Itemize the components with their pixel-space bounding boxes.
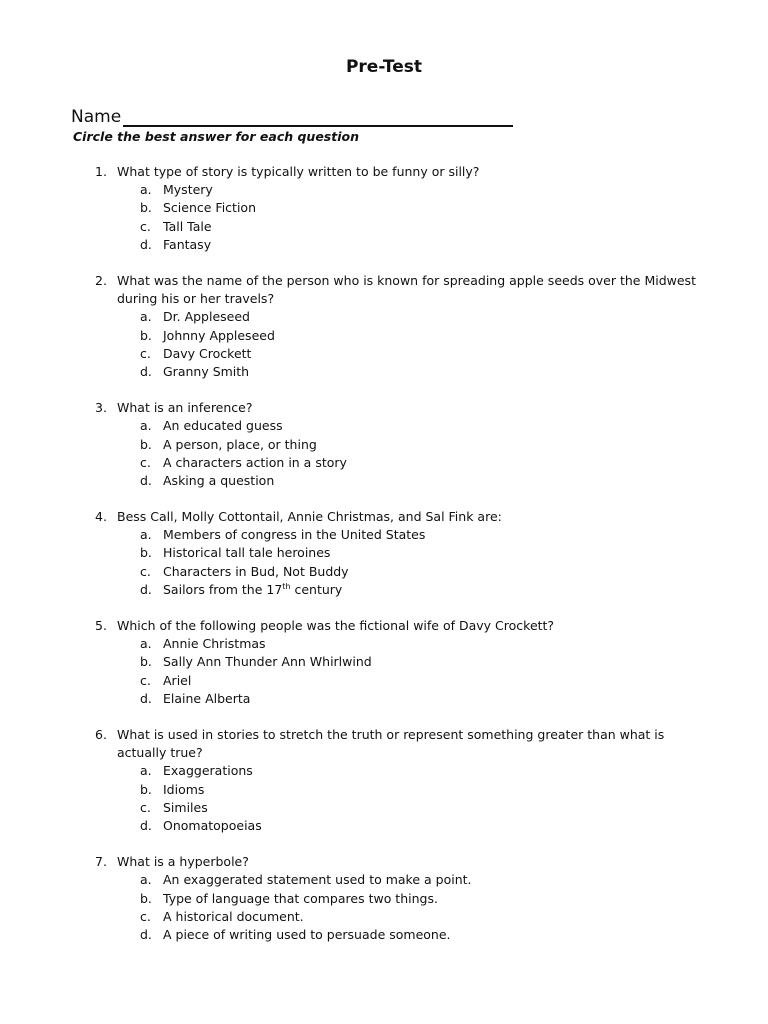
answer-option[interactable] [0, 672, 768, 690]
answer-option[interactable] [0, 218, 768, 236]
option-letter: a. [140, 182, 152, 198]
option-text-main: Historical tall tale heroines [163, 545, 331, 561]
option-text [163, 690, 250, 708]
option-text [163, 417, 283, 435]
option-text [163, 672, 191, 690]
question-number: 3. [95, 400, 107, 416]
answer-option[interactable] [0, 817, 768, 835]
option-text-after: century [290, 581, 343, 597]
answer-option[interactable] [0, 327, 768, 345]
answer-option[interactable] [0, 653, 768, 671]
option-text [163, 218, 212, 236]
answer-options [0, 308, 768, 381]
option-text-main: Granny Smith [163, 363, 250, 379]
question-item [0, 726, 768, 835]
option-text-main: A piece of writing used to persuade someone. [163, 926, 451, 942]
option-letter: d. [140, 690, 152, 706]
instructions: Circle the best answer for each question [73, 129, 359, 144]
answer-option[interactable] [0, 345, 768, 363]
option-letter: b. [140, 327, 152, 343]
option-text-main: Members of congress in the United States [163, 527, 426, 543]
option-text [163, 526, 425, 544]
answer-option[interactable] [0, 181, 768, 199]
option-text-main: A historical document. [163, 908, 304, 924]
question-text: What was the name of the person who is known for spreading apple seeds over the Midwest during his or her travels? [117, 272, 696, 307]
question-item [0, 508, 768, 599]
answer-options [0, 762, 768, 835]
option-letter: c. [140, 218, 151, 234]
question-text: What is an inference? [117, 400, 253, 416]
question-text: What type of story is typically written to be funny or silly? [117, 164, 480, 179]
option-letter: b. [140, 545, 152, 561]
answer-option[interactable] [0, 908, 768, 926]
option-text-main: Similes [163, 799, 208, 815]
option-letter: d. [140, 817, 152, 833]
answer-option[interactable] [0, 454, 768, 472]
page-title: Pre-Test [345, 57, 423, 77]
option-text [163, 926, 451, 944]
answer-option[interactable] [0, 526, 768, 544]
option-text-main: Johnny Appleseed [163, 327, 275, 343]
option-text [163, 781, 204, 799]
option-letter: c. [140, 672, 151, 688]
option-letter: c. [140, 908, 151, 924]
question-number: 5. [95, 618, 107, 634]
answer-option[interactable] [0, 363, 768, 381]
question-item [0, 617, 768, 708]
option-letter: a. [140, 636, 152, 652]
option-text-main: Davy Crockett [163, 345, 252, 361]
option-text-main: Tall Tale [163, 218, 212, 234]
question-item [0, 399, 768, 490]
option-text-main: Mystery [163, 182, 213, 198]
option-text [163, 817, 262, 835]
answer-option[interactable] [0, 436, 768, 454]
answer-option[interactable] [0, 544, 768, 562]
option-text [163, 454, 347, 472]
option-superscript: th [282, 581, 291, 591]
answer-option[interactable] [0, 581, 768, 599]
option-text-main: Idioms [163, 781, 205, 797]
option-text-main: Science Fiction [163, 200, 256, 216]
option-text [163, 871, 472, 889]
answer-option[interactable] [0, 781, 768, 799]
question-text: What is a hyperbole? [117, 854, 249, 870]
option-text [163, 563, 349, 581]
option-text [163, 363, 249, 381]
answer-option[interactable] [0, 417, 768, 435]
answer-option[interactable] [0, 635, 768, 653]
option-text [163, 544, 330, 562]
question-text: What is used in stories to stretch the truth or represent something greater than what is actually true? [117, 726, 665, 761]
option-letter: d. [140, 363, 152, 379]
answer-option[interactable] [0, 308, 768, 326]
option-text-main: A characters action in a story [163, 454, 347, 470]
answer-option[interactable] [0, 690, 768, 708]
option-letter: d. [140, 236, 152, 252]
option-letter: d. [140, 581, 152, 597]
option-text [163, 799, 208, 817]
option-text [163, 890, 438, 908]
option-letter: a. [140, 763, 152, 779]
answer-options [0, 871, 768, 944]
option-text-main: An exaggerated statement used to make a point. [163, 872, 472, 888]
option-text-main: Dr. Appleseed [163, 309, 250, 325]
option-text [163, 308, 250, 326]
option-text-main: Onomatopoeias [163, 817, 262, 833]
answer-options [0, 635, 768, 708]
option-text-main: A person, place, or thing [163, 436, 317, 452]
option-text [163, 345, 251, 363]
option-text-main: Sailors from the 17 [163, 581, 283, 597]
answer-options [0, 417, 768, 490]
question-item [0, 272, 768, 381]
question-item [0, 163, 768, 254]
option-letter: c. [140, 799, 151, 815]
option-text [163, 199, 256, 217]
option-text-main: Ariel [163, 672, 192, 688]
option-text [163, 908, 304, 926]
answer-option[interactable] [0, 890, 768, 908]
option-text [163, 327, 275, 345]
answer-option[interactable] [0, 871, 768, 889]
answer-option[interactable] [0, 926, 768, 944]
answer-options [0, 181, 768, 254]
question-text: Bess Call, Molly Cottontail, Annie Christmas, and Sal Fink are: [117, 509, 502, 525]
question-number: 4. [95, 509, 107, 525]
option-letter: b. [140, 200, 152, 216]
answer-option[interactable] [0, 762, 768, 780]
option-text-main: Annie Christmas [163, 636, 266, 652]
option-letter: a. [140, 418, 152, 434]
option-text-main: An educated guess [163, 418, 283, 434]
option-letter: b. [140, 781, 152, 797]
answer-option[interactable] [0, 563, 768, 581]
option-text-main: Type of language that compares two things. [163, 890, 438, 906]
option-letter: a. [140, 527, 152, 543]
option-text [163, 653, 372, 671]
name-field [71, 107, 513, 127]
option-text-main: Sally Ann Thunder Ann Whirlwind [163, 654, 372, 670]
option-letter: a. [140, 872, 152, 888]
option-text [163, 581, 342, 599]
option-text-main: Exaggerations [163, 763, 253, 779]
option-text-main: Characters in Bud, Not Buddy [163, 563, 349, 579]
option-letter: d. [140, 472, 152, 488]
question-number: 2. [95, 272, 107, 288]
option-letter: c. [140, 563, 151, 579]
question-item [0, 853, 768, 944]
option-letter: b. [140, 654, 152, 670]
option-text-main: Elaine Alberta [163, 690, 251, 706]
option-text [163, 236, 211, 254]
question-text: Which of the following people was the fictional wife of Davy Crockett? [117, 618, 555, 634]
question-number: 6. [95, 726, 107, 742]
option-text [163, 436, 317, 454]
option-text [163, 762, 253, 780]
question-number: 7. [95, 854, 107, 870]
question-number: 1. [95, 164, 107, 179]
option-text [163, 181, 213, 199]
option-text-main: Asking a question [163, 472, 275, 488]
option-text [163, 635, 266, 653]
question-list [0, 163, 768, 962]
option-text-main: Fantasy [163, 236, 212, 252]
option-letter: b. [140, 436, 152, 452]
answer-option[interactable] [0, 236, 768, 254]
option-text [163, 472, 274, 490]
name-blank-line [123, 107, 513, 127]
option-letter: b. [140, 890, 152, 906]
option-letter: c. [140, 345, 151, 361]
answer-option[interactable] [0, 799, 768, 817]
answer-option[interactable] [0, 472, 768, 490]
option-letter: c. [140, 454, 151, 470]
name-label: Name [71, 107, 122, 127]
option-letter: a. [140, 309, 152, 325]
option-letter: d. [140, 926, 152, 942]
answer-option[interactable] [0, 199, 768, 217]
answer-options [0, 526, 768, 599]
